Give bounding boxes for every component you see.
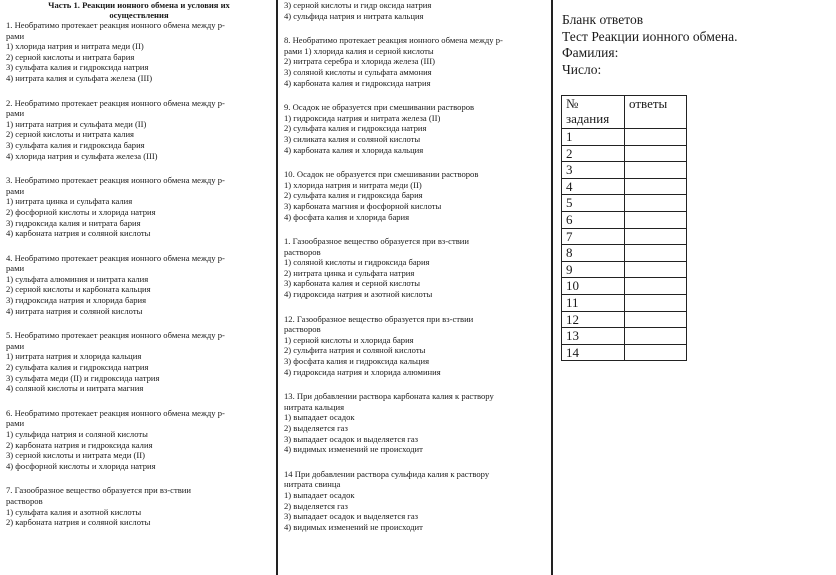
question-option: 4) гидроксида натрия и азотной кислоты: [284, 289, 433, 300]
question-option: 4) видимых изменений не происходит: [284, 521, 423, 532]
question-block: [6, 20, 272, 84]
answer-row: [562, 294, 687, 311]
question-option: растворов: [284, 246, 321, 257]
answer-cell[interactable]: [625, 145, 687, 162]
answer-cell[interactable]: [625, 278, 687, 295]
date-label: Число:: [562, 61, 602, 77]
question-option: 1) серной кислоты и хлорида бария: [284, 334, 414, 345]
answer-row: [562, 328, 687, 345]
question-line: 10. Осадок не образуется при смешивании растворов: [284, 169, 479, 180]
task-number-cell: 14: [562, 344, 625, 361]
answer-sheet-header: [562, 12, 738, 78]
question-option: нитрата кальция: [284, 401, 345, 412]
question-option: 1) сульфата алюминия и нитрата калия: [6, 273, 149, 284]
task-number-cell: 5: [562, 195, 625, 212]
question-option: 3) гидроксида натрия и хлорида бария: [6, 295, 147, 306]
question-block: [284, 35, 546, 88]
task-number-cell: 3: [562, 162, 625, 179]
question-option: 3) фосфата калия и гидроксида кальция: [284, 356, 430, 367]
question-option: 4) нитрата калия и сульфата железа (III): [6, 72, 153, 83]
question-option: 3) карбоната магния и фосфорной кислоты: [284, 200, 442, 211]
answer-row: [562, 162, 687, 179]
question-block: [284, 0, 546, 21]
question-option: 3) карбоната калия и серной кислоты: [284, 278, 421, 289]
answer-cell[interactable]: [625, 195, 687, 212]
question-option: 1) нитрата натрия и сульфата меди (II): [6, 118, 147, 129]
answer-row: [562, 261, 687, 278]
question-option: 2) карбоната натрия и соляной кислоты: [6, 517, 151, 528]
question-option: рами: [6, 418, 25, 429]
question-option: рами: [6, 108, 25, 119]
question-option: рами: [6, 340, 25, 351]
answer-row: [562, 195, 687, 212]
question-option: нитрата свинца: [284, 479, 341, 490]
answer-cell[interactable]: [625, 228, 687, 245]
answer-row: [562, 311, 687, 328]
question-option: 3) соляной кислоты и сульфата аммония: [284, 66, 432, 77]
question-option: 1) гидроксида натрия и нитрата железа (II): [284, 112, 441, 123]
question-option: 4) карбоната калия и гидроксида натрия: [284, 77, 431, 88]
question-option: 3) сульфата меди (II) и гидроксида натрия: [6, 372, 160, 383]
task-number-cell: 11: [562, 294, 625, 311]
column-divider: [276, 0, 278, 575]
answer-row: [562, 245, 687, 262]
question-block: [284, 391, 546, 455]
question-line: 6. Необратимо протекает реакция ионного обмена между р-: [6, 407, 225, 418]
answer-row: [562, 228, 687, 245]
answers-header: ответы: [625, 96, 687, 129]
question-line: 9. Осадок не образуется при смешивании растворов: [284, 102, 475, 113]
question-option: растворов: [284, 324, 321, 335]
question-option: 1) хлорида натрия и нитрата меди (II): [284, 179, 422, 190]
left-question-column: [6, 0, 272, 542]
task-number-cell: 9: [562, 261, 625, 278]
question-option: 3) сульфата калия и гидроксида бария: [6, 139, 145, 150]
question-line: 1. Необратимо протекает реакция ионного обмена между р-: [6, 20, 225, 30]
question-block: [6, 175, 272, 239]
question-line: 14 При добавлении раствора сульфида калия к раствору: [284, 468, 490, 479]
test-name: Тест Реакции ионного обмена.: [562, 28, 738, 44]
question-option: 2) серной кислоты и нитрата бария: [6, 51, 135, 62]
task-number-cell: 7: [562, 228, 625, 245]
question-option: 2) нитрата цинка и сульфата натрия: [284, 267, 415, 278]
task-number-cell: 10: [562, 278, 625, 295]
part-title-line: Часть 1. Реакции ионного обмена и условия их: [48, 0, 230, 10]
answer-cell[interactable]: [625, 344, 687, 361]
question-option: 2) сульфита натрия и соляной кислоты: [284, 345, 426, 356]
answer-row: [562, 129, 687, 146]
question-option: 4) хлорида натрия и сульфата железа (III): [6, 150, 158, 161]
question-block: [284, 314, 546, 378]
question-line: 3) серной кислоты и гидр оксида натрия: [284, 0, 432, 10]
question-line: 8. Необратимо протекает реакция ионного обмена между р-: [284, 35, 503, 46]
question-block: [6, 330, 272, 394]
answer-table-header: [562, 96, 687, 129]
column-divider: [551, 0, 553, 575]
answer-cell[interactable]: [625, 162, 687, 179]
question-option: 2) выделяется газ: [284, 500, 348, 511]
part-title: [6, 0, 272, 20]
question-option: 1) нитрата цинка и сульфата калия: [6, 196, 133, 207]
question-option: 3) серной кислоты и нитрата меди (II): [6, 450, 145, 461]
question-option: 2) серной кислоты и нитрата калия: [6, 129, 135, 140]
question-option: 2) выделяется газ: [284, 423, 348, 433]
answer-row: [562, 211, 687, 228]
answer-cell[interactable]: [625, 129, 687, 146]
surname-label: Фамилия:: [562, 45, 619, 60]
question-option: 1) хлорида натрия и нитрата меди (II): [6, 41, 144, 52]
answer-table: [561, 95, 687, 361]
answer-row: [562, 344, 687, 361]
task-number-cell: 12: [562, 311, 625, 328]
part-title-line: осуществления: [109, 10, 169, 20]
question-option: 2) карбоната натрия и гидроксида калия: [6, 439, 153, 450]
question-line: 3. Необратимо протекает реакция ионного обмена между р-: [6, 175, 225, 186]
question-option: 3) гидроксида калия и нитрата бария: [6, 217, 141, 228]
question-block: [284, 169, 546, 222]
question-option: 1) выпадает осадок: [284, 489, 355, 500]
question-option: рами: [6, 30, 25, 41]
question-line: 12. Газообразное вещество образуется при вз-ствии: [284, 313, 474, 324]
question-option: 4) гидроксида натрия и хлорида алюминия: [284, 366, 441, 377]
question-option: рами: [6, 185, 25, 196]
answer-row: [562, 178, 687, 195]
answer-cell[interactable]: [625, 311, 687, 328]
question-option: 1) сульфида натрия и соляной кислоты: [6, 429, 148, 439]
question-option: рами: [6, 263, 25, 274]
task-number-cell: 4: [562, 178, 625, 195]
left-questions: [6, 20, 272, 528]
task-number-cell: 6: [562, 211, 625, 228]
question-block: [6, 253, 272, 317]
question-option: 4) карбоната натрия и соляной кислоты: [6, 228, 151, 239]
question-option: рами 1) хлорида калия и серной кислоты: [284, 45, 434, 56]
question-line: 2. Необратимо протекает реакция ионного обмена между р-: [6, 97, 225, 108]
middle-question-column: [284, 0, 546, 546]
question-option: 4) фосфорной кислоты и хлорида натрия: [6, 460, 156, 471]
question-option: 2) нитрата серебра и хлорида железа (III): [284, 56, 435, 67]
question-option: 3) выпадает осадок и выделяется газ: [284, 433, 419, 444]
question-option: 2) сульфата калия и гидроксида бария: [284, 190, 423, 201]
task-number-cell: 2: [562, 145, 625, 162]
answer-sheet-title: Бланк ответов: [562, 12, 644, 27]
question-block: [6, 408, 272, 472]
question-option: 4) соляной кислоты и нитрата магния: [6, 383, 144, 394]
answer-cell[interactable]: [625, 178, 687, 195]
task-number-header: № задания: [562, 96, 625, 129]
answer-cell[interactable]: [625, 245, 687, 262]
task-number-cell: 8: [562, 245, 625, 262]
question-line: 7. Газообразное вещество образуется при вз-ствии: [6, 485, 191, 496]
question-block: [6, 98, 272, 162]
answer-cell[interactable]: [625, 261, 687, 278]
question-option: 3) выпадает осадок и выделяется газ: [284, 511, 419, 522]
question-option: 1) нитрата натрия и хлорида кальция: [6, 351, 142, 362]
answer-cell[interactable]: [625, 294, 687, 311]
task-number-cell: 13: [562, 328, 625, 345]
task-number-cell: 1: [562, 129, 625, 146]
answer-row: [562, 145, 687, 162]
question-option: 2) сульфата калия и гидроксида натрия: [6, 362, 149, 373]
answer-cell[interactable]: [625, 328, 687, 345]
question-option: 2) серной кислоты и карбоната кальция: [6, 284, 151, 295]
answer-row: [562, 278, 687, 295]
question-option: 3) сульфата калия и гидроксида натрия: [6, 62, 149, 73]
question-option: 4) видимых изменений не происходит: [284, 444, 423, 455]
question-line: 1. Газообразное вещество образуется при вз-ствии: [284, 236, 469, 247]
question-option: 2) сульфата калия и гидроксида натрия: [284, 123, 427, 134]
question-option: 4) карбоната калия и хлорида кальция: [284, 144, 424, 155]
question-option: 1) сульфата калия и азотной кислоты: [6, 506, 142, 517]
question-line: 5. Необратимо протекает реакция ионного обмена между р-: [6, 330, 225, 341]
question-option: 2) фосфорной кислоты и хлорида натрия: [6, 206, 156, 217]
question-block: [284, 102, 546, 155]
question-line: 13. При добавлении раствора карбоната калия к раствору: [284, 391, 494, 402]
question-option: 4) нитрата натрия и соляной кислоты: [6, 305, 143, 316]
question-option: 4) сульфида натрия и нитрата кальция: [284, 10, 424, 21]
question-line: 4. Необратимо протекает реакция ионного обмена между р-: [6, 252, 225, 263]
question-block: [284, 236, 546, 300]
question-block: [284, 469, 546, 533]
question-option: 1) соляной кислоты и гидроксида бария: [284, 257, 430, 268]
question-option: 1) выпадает осадок: [284, 412, 355, 423]
answer-cell[interactable]: [625, 211, 687, 228]
question-option: растворов: [6, 495, 43, 506]
question-option: 4) фосфата калия и хлорида бария: [284, 211, 410, 222]
question-option: 3) силиката калия и соляной кислоты: [284, 133, 421, 144]
question-block: [6, 485, 272, 527]
